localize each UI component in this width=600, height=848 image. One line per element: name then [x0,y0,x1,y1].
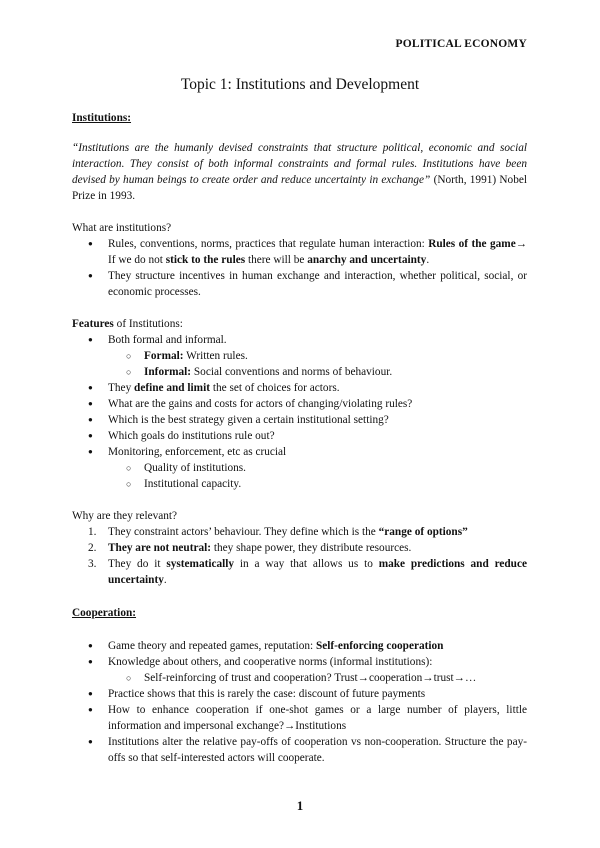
numbered-item: 1. They constraint actors’ behaviour. They define which is the “range of options” [88,526,468,538]
list-item: ● Monitoring, enforcement, etc as crucial ○ Quality of institutions. ○ Institutional capacity. [72,444,527,492]
relevance-list [72,524,527,588]
features-heading: Features of Institutions: [72,318,183,330]
quote-source: (North, 1991) Nobel Prize in 1993. [72,174,527,202]
sub-list-item: ○ Formal: Written rules. [108,348,527,364]
section-heading-institutions: Institutions: [72,112,132,124]
list-item: ● Practice shows that this is rarely the case: discount of future payments [72,686,527,702]
running-header: POLITICAL ECONOMY [395,38,527,50]
numbered-item: 3. They do it systematically in a way that allows us to make predictions and reduce uncertainty. [88,558,527,586]
numbered-item: 2. They are not neutral: they shape power, they distribute resources. [88,542,412,554]
sub-list-item: ○ Self-reinforcing of trust and cooperation? Trust→cooperation→trust→… [108,670,527,686]
what-question: What are institutions? [72,222,172,234]
sub-list [108,348,527,380]
relevance-question: Why are they relevant? [72,510,178,522]
list-item: ● Institutions alter the relative pay-offs of cooperation vs non-cooperation. Structure the pay-offs so that self-interested actors will cooperate. [72,734,527,766]
list-item: ● Which is the best strategy given a certain institutional setting? [72,412,527,428]
list-item: ● Knowledge about others, and cooperative norms (informal institutions): ○ Self-reinforcing of trust and cooperation? Trust→cooperation→trust→… [72,654,527,686]
list-item: ● Rules, conventions, norms, practices that regulate human interaction: Rules of the game→ If we do not stick to the rules there will be anarchy and uncertainty. [72,236,527,268]
main-content [72,110,527,766]
section-institutions [72,110,527,300]
list-item: ● They structure incentives in human exchange and interaction, whether political, social, or economic processes. [72,268,527,300]
what-list [72,236,527,300]
north-quote [72,140,527,204]
list-item: ● Both formal and informal. ○ Formal: Written rules. ○ Informal: Social conventions and norms of behaviour. [72,332,527,380]
features-list [72,332,527,492]
page-title: Topic 1: Institutions and Development [180,76,420,93]
list-item: ● Which goals do institutions rule out? [72,428,527,444]
sub-list-item: ○ Informal: Social conventions and norms of behaviour. [108,364,527,380]
section-features [72,316,527,492]
sub-list-item: ○ Quality of institutions. [108,460,527,476]
list-item: ● Game theory and repeated games, reputation: Self-enforcing cooperation [72,638,527,654]
list-item: ● How to enhance cooperation if one-shot games or a large number of players, little information and impersonal exchange?→Institutions [72,702,527,734]
list-item: ● They define and limit the set of choices for actors. [72,380,527,396]
list-item: ● What are the gains and costs for actors of changing/violating rules? [72,396,527,412]
sub-list [108,670,527,686]
section-cooperation [72,605,527,766]
section-heading-cooperation: Cooperation: [72,607,137,619]
cooperation-list [72,638,527,766]
sub-list [108,460,527,492]
quote-text: “Institutions are the humanly devised constraints that structure political, economic and social interaction. They consist of both informal constraints and formal rules. Institutions have been devised by human beings to create order and reduce uncertainty in exchange” [72,142,527,186]
page-number: 1 [296,798,304,813]
section-relevance [72,508,527,588]
sub-list-item: ○ Institutional capacity. [108,476,527,492]
